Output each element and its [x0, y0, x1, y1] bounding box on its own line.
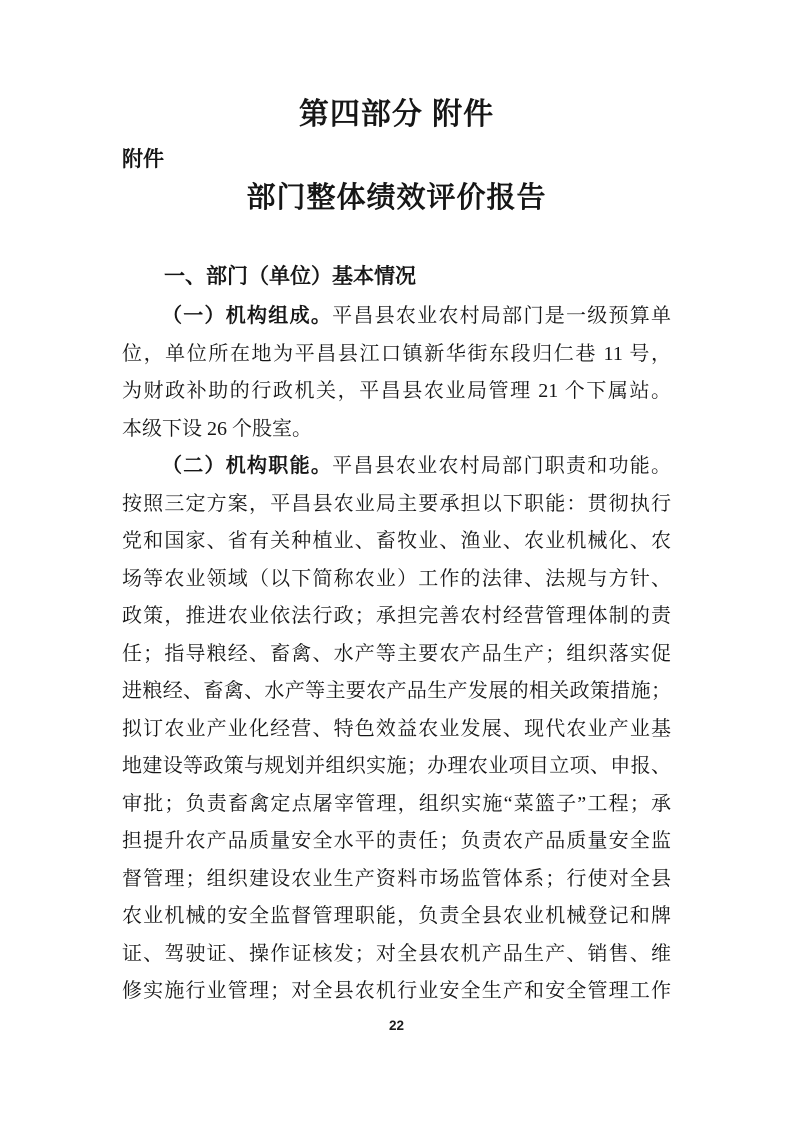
document-body	[122, 298, 671, 1011]
text-line: 位，单位所在地为平昌县江口镇新华街东段归仁巷 11 号，	[122, 342, 671, 365]
paragraph-lead: （二）机构职能。	[162, 455, 333, 477]
text-line: 审批；负责畜禽定点屠宰管理，组织实施“菜篮子”工程；承	[122, 792, 671, 815]
text-line: 政策，推进农业依法行政；承担完善农村经营管理体制的责	[122, 605, 671, 627]
text-line: 按照三定方案，平昌县农业局主要承担以下职能：贯彻执行	[122, 492, 671, 515]
text-line: 地建设等政策与规划并组织实施；办理农业项目立项、申报、	[122, 755, 671, 777]
text-line	[122, 298, 671, 336]
report-title: 部门整体绩效评价报告	[246, 182, 547, 214]
text-line: 为财政补助的行政机关，平昌县农业局管理 21 个下属站。	[122, 380, 671, 402]
text-line: 修实施行业管理；对全县农机行业安全生产和安全管理工作	[122, 980, 671, 1002]
text-line: 党和国家、省有关种植业、畜牧业、渔业、农业机械化、农	[122, 530, 671, 552]
text-line: 本级下设 26 个股室。	[122, 417, 312, 440]
text-line: 担提升农产品质量安全水平的责任；负责农产品质量安全监	[122, 830, 671, 852]
paragraph-lead: （一）机构组成。	[162, 305, 333, 327]
text-run: 平昌县农业农村局部门是一级预算单	[332, 305, 672, 327]
text-line: 场等农业领域（以下简称农业）工作的法律、法规与方针、	[122, 567, 671, 590]
text-line: 进粮经、畜禽、水产等主要农产品生产发展的相关政策措施；	[122, 680, 671, 702]
text-line	[122, 448, 671, 486]
paragraph-org-composition	[122, 298, 671, 448]
text-line: 督管理；组织建设农业生产资料市场监管体系；行使对全县	[122, 867, 671, 890]
text-run: 平昌县农业农村局部门职责和功能。	[332, 455, 672, 477]
section-heading: 一、部门（单位）基本情况	[164, 265, 416, 288]
paragraph-org-functions	[122, 448, 671, 1011]
text-line: 拟订农业产业化经营、特色效益农业发展、现代农业产业基	[122, 717, 671, 740]
attachment-label: 附件	[122, 148, 164, 171]
text-line: 证、驾驶证、操作证核发；对全县农机产品生产、销售、维	[122, 942, 671, 965]
text-line: 任；指导粮经、畜禽、水产等主要农产品生产；组织落实促	[122, 642, 671, 665]
page-number: 22	[388, 1018, 405, 1033]
part-title: 第四部分 附件	[298, 98, 495, 131]
text-line: 农业机械的安全监督管理职能，负责全县农业机械登记和牌	[122, 905, 671, 927]
